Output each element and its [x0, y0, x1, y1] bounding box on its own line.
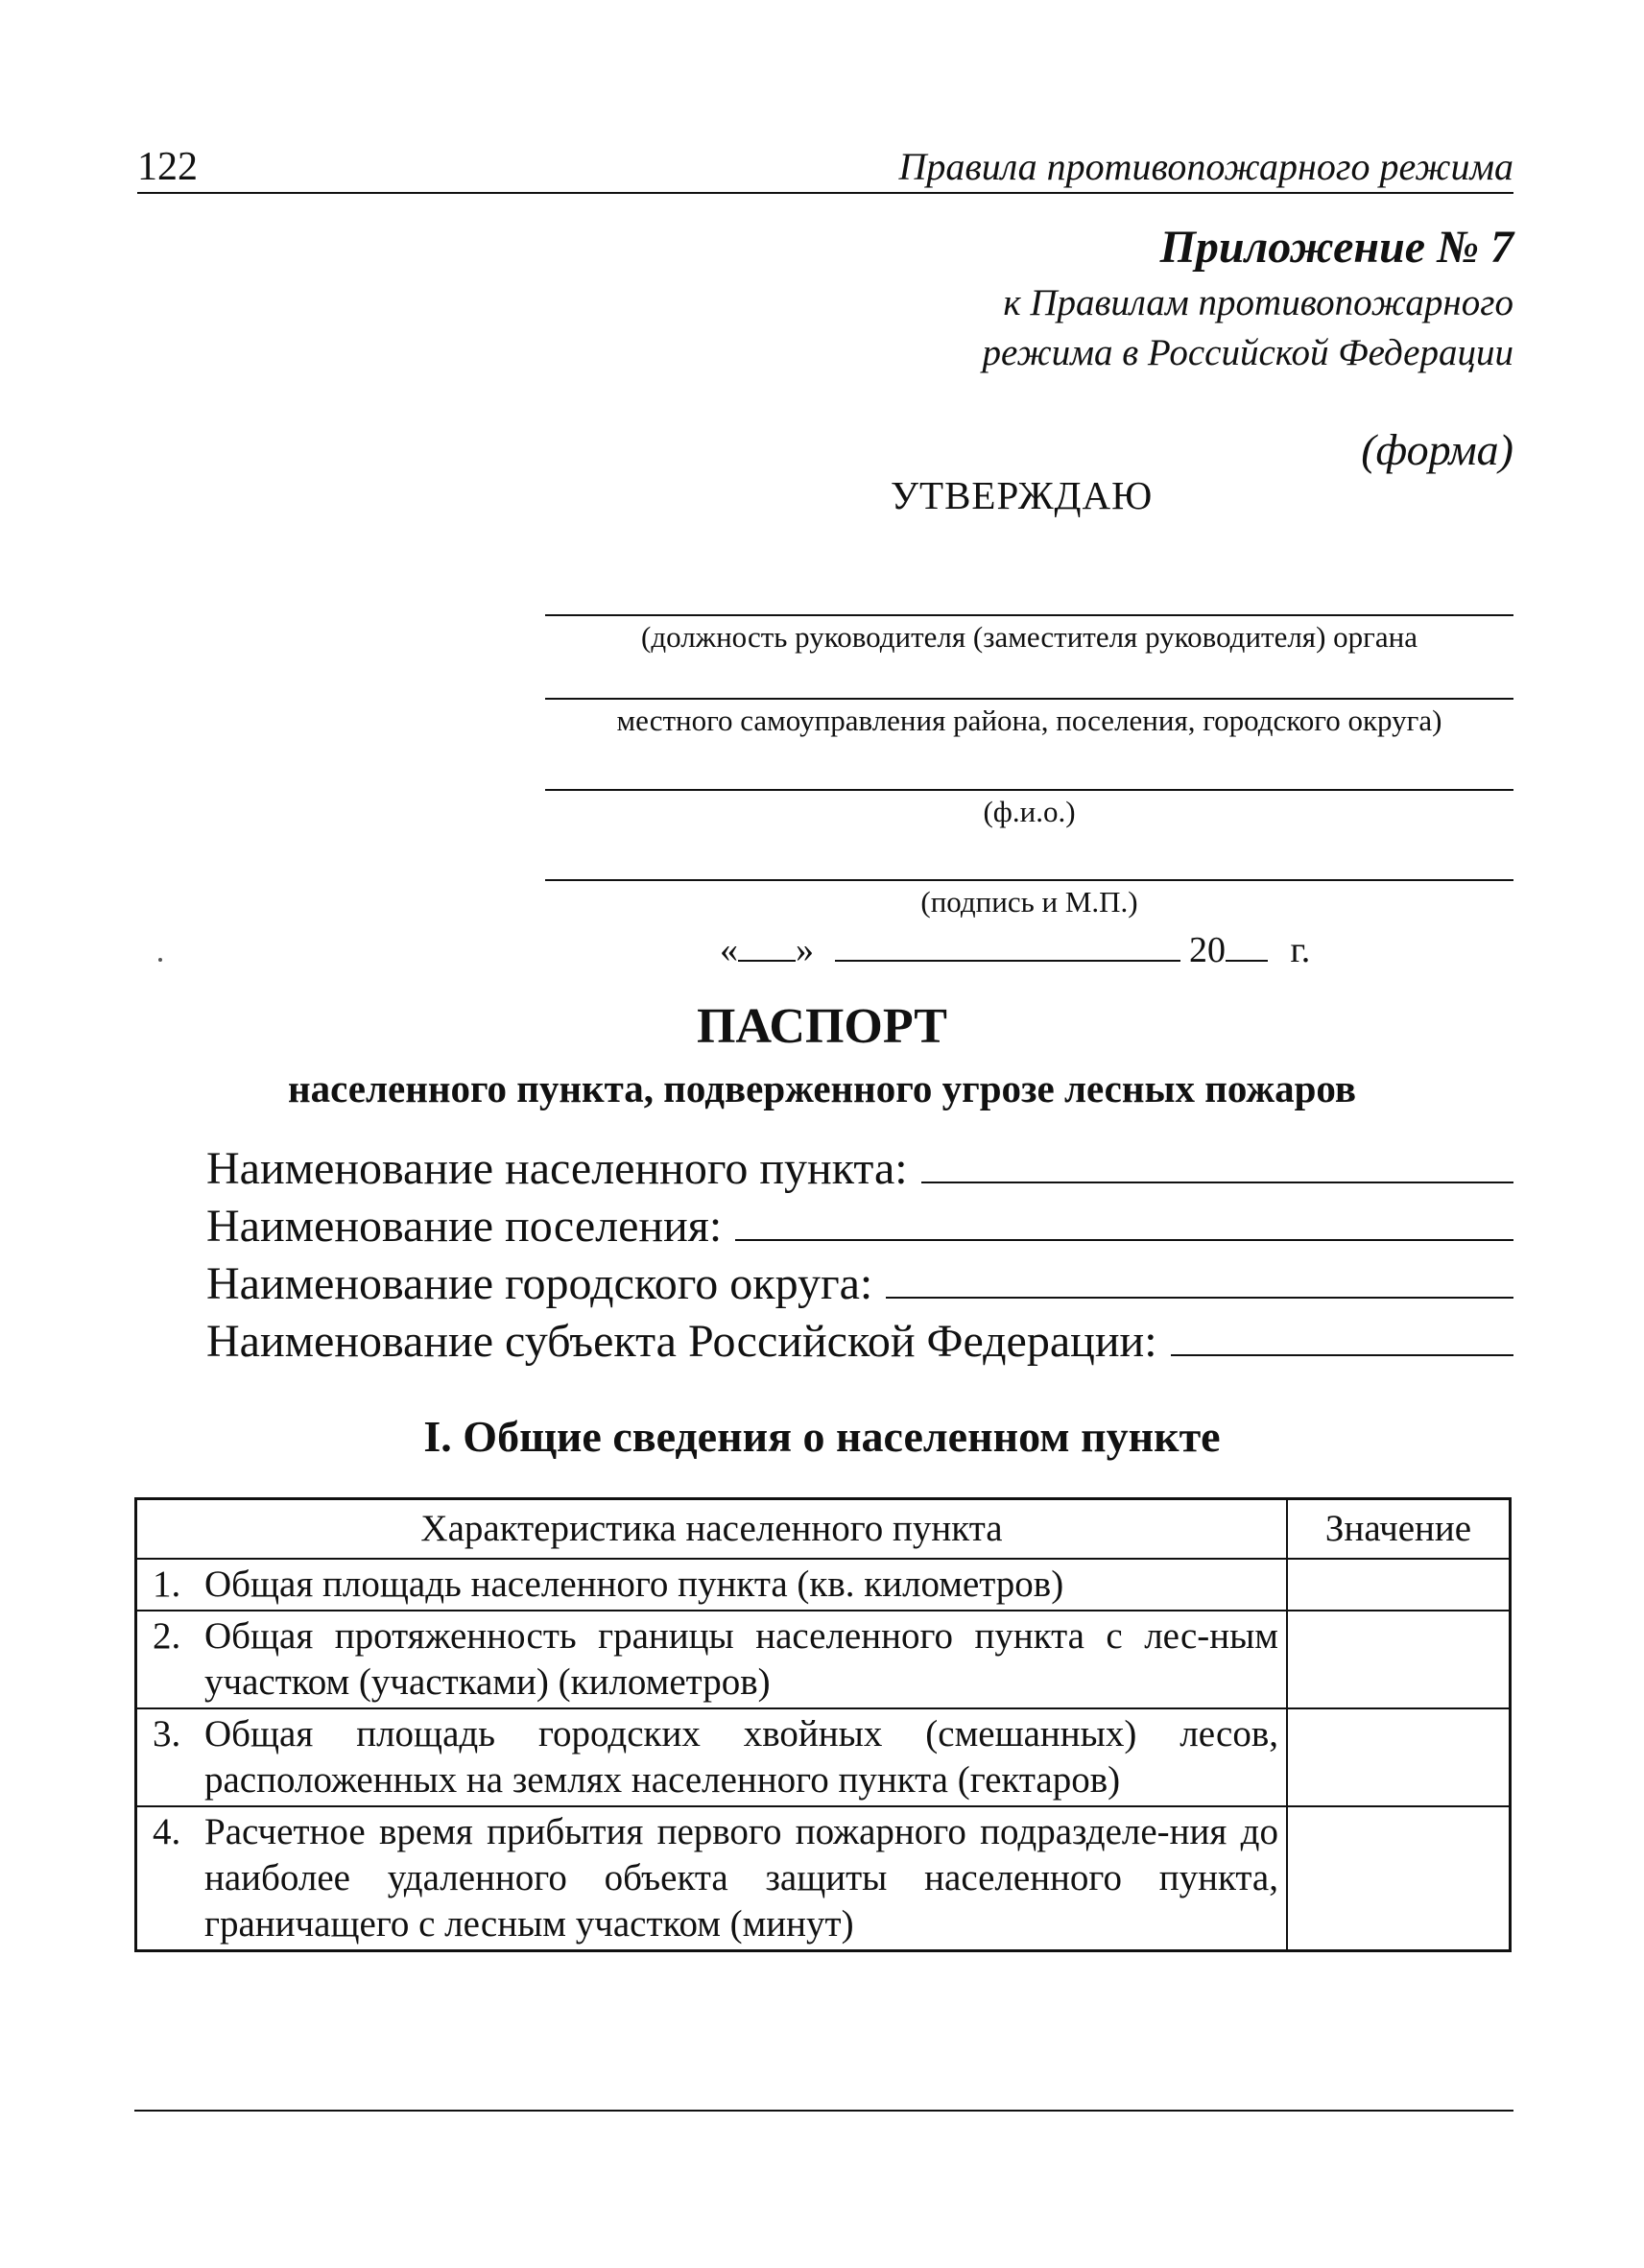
date-year-suffix: г.	[1290, 930, 1311, 970]
position-line-2[interactable]	[545, 698, 1513, 700]
row-value-cell[interactable]	[1287, 1611, 1511, 1708]
field-blank[interactable]	[735, 1238, 1513, 1241]
name-line[interactable]	[545, 789, 1513, 791]
scan-speck	[158, 958, 162, 962]
row-value-cell[interactable]	[1287, 1559, 1511, 1611]
table-row	[136, 1708, 1511, 1806]
passport-title: ПАСПОРТ	[697, 999, 947, 1054]
field-settlement-name	[206, 1142, 1513, 1195]
date-day-blank[interactable]	[738, 931, 796, 962]
field-municipality-name	[206, 1200, 1513, 1253]
header-characteristic: Характеристика населенного пункта	[136, 1499, 1288, 1560]
table-row	[136, 1611, 1511, 1708]
appendix-subtitle-line2: режима в Российской Федерации	[982, 332, 1513, 373]
row-text: Общая протяженность границы населенного пункта с лес-ным участком (участками) (километров)	[191, 1611, 1287, 1708]
page-number: 122	[137, 145, 198, 189]
field-urban-district-name	[206, 1257, 1513, 1310]
header-value: Значение	[1287, 1499, 1511, 1560]
footer-rule	[134, 2110, 1513, 2112]
row-number: 4.	[136, 1806, 192, 1951]
position-caption-2: местного самоуправления района, поселения, городского округа)	[616, 704, 1442, 737]
appendix-subtitle	[650, 278, 1513, 378]
row-value-cell[interactable]	[1287, 1806, 1511, 1951]
field-label: Наименование субъекта Российской Федерации:	[206, 1316, 1157, 1367]
row-number: 1.	[136, 1559, 192, 1611]
row-value-cell[interactable]	[1287, 1708, 1511, 1806]
signature-caption: (подпись и М.П.)	[920, 885, 1138, 919]
table-row	[136, 1806, 1511, 1951]
row-number: 2.	[136, 1611, 192, 1708]
field-blank[interactable]	[1171, 1353, 1513, 1356]
section-title: I. Общие сведения о населенном пункте	[423, 1412, 1221, 1461]
header-rule	[137, 192, 1513, 194]
position-line-1[interactable]	[545, 614, 1513, 616]
date-month-blank[interactable]	[835, 931, 1180, 962]
name-caption: (ф.и.о.)	[983, 795, 1076, 828]
signature-line[interactable]	[545, 879, 1513, 881]
field-label: Наименование городского округа:	[206, 1258, 873, 1309]
date-year-blank[interactable]	[1226, 931, 1268, 962]
table-row	[136, 1559, 1511, 1611]
appendix-subtitle-line1: к Правилам противопожарного	[1003, 282, 1513, 323]
row-text: Общая площадь городских хвойных (смешанных) лесов, расположенных на землях населенного пункта (гектаров)	[191, 1708, 1287, 1806]
field-blank[interactable]	[921, 1181, 1513, 1183]
passport-subtitle: населенного пункта, подверженного угрозе лесных пожаров	[287, 1066, 1356, 1110]
date-close-quote: »	[796, 930, 814, 970]
running-title: Правила противопожарного режима	[898, 145, 1513, 188]
row-number: 3.	[136, 1708, 192, 1806]
field-label: Наименование населенного пункта:	[206, 1143, 908, 1194]
table-header-row	[136, 1499, 1511, 1560]
appendix-title: Приложение № 7	[1159, 222, 1513, 273]
row-text: Расчетное время прибытия первого пожарного подразделе-ния до наиболее удаленного объекта защиты населенного пункта, граничащего с лесным участком (минут)	[191, 1806, 1287, 1951]
form-mark: (форма)	[1361, 425, 1513, 474]
position-caption-1: (должность руководителя (заместителя руководителя) органа	[641, 620, 1418, 654]
approve-label: УТВЕРЖДАЮ	[891, 473, 1154, 517]
date-year-prefix: 20	[1189, 930, 1226, 970]
field-label: Наименование поселения:	[206, 1201, 723, 1252]
row-text: Общая площадь населенного пункта (кв. километров)	[191, 1559, 1287, 1611]
date-open-quote: «	[720, 930, 738, 970]
field-blank[interactable]	[886, 1296, 1513, 1299]
field-federal-subject-name	[206, 1315, 1513, 1368]
settlement-info-table	[134, 1497, 1512, 1952]
date-row	[720, 929, 1310, 971]
